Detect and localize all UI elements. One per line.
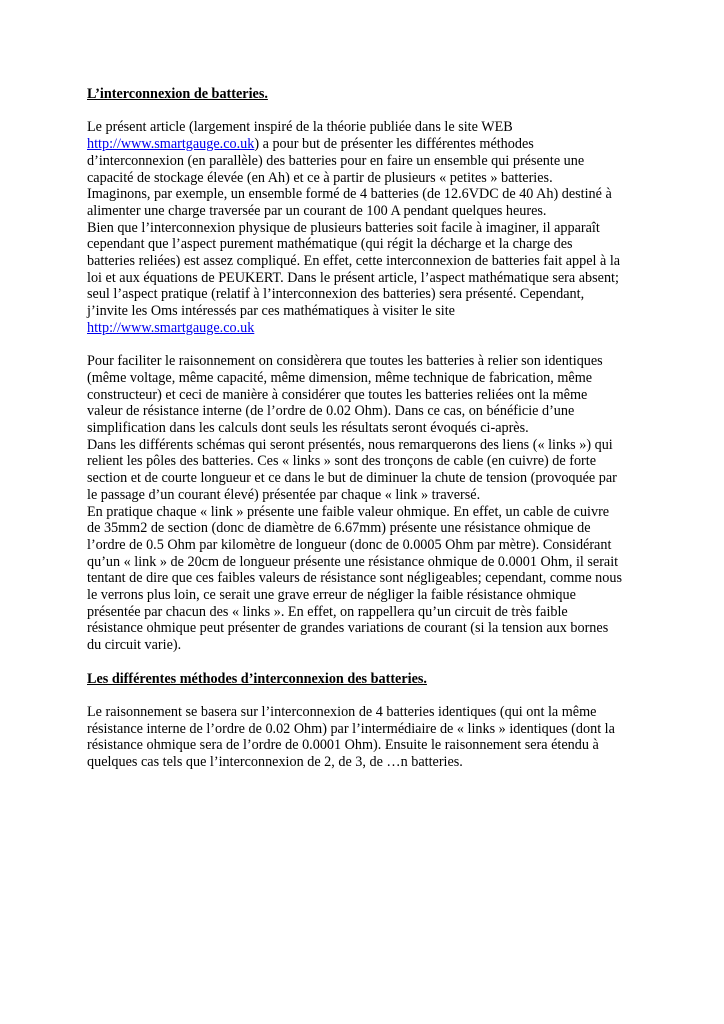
paragraph-methods (87, 704, 643, 771)
text-line: relient les pôles des batteries. Ces « links » sont des tronçons de cable (en cuivre) de forte (87, 453, 597, 470)
text-line: tentant de dire que ces faibles valeurs de résistance sont négligeables; cependant, comme nous (87, 570, 622, 587)
text-line: Le raisonnement se basera sur l’interconnexion de 4 batteries identiques (qui ont la même (87, 703, 597, 720)
smartgauge-link[interactable]: http://www.smartgauge.co.uk (87, 136, 255, 153)
text-line: Pour faciliter le raisonnement on considèrera que toutes les batteries à relier son identiques (87, 353, 603, 370)
text-line: quelques cas tels que l’interconnexion de 2, de 3, de …n batteries. (87, 754, 463, 771)
text-fragment: ) a pour but de présenter les différentes méthodes (254, 136, 534, 153)
text-line: résistance ohmique peut présenter de grandes variations de courant (si la tension aux bornes (87, 620, 609, 637)
blank-line (87, 654, 643, 671)
text-line: valeur de résistance interne (de l’ordre de 0.02 Ohm). Dans ce cas, on bénéficie d’une (87, 403, 575, 420)
blank-line (87, 337, 643, 354)
text-line: du circuit varie). (87, 637, 182, 654)
text-line: constructeur) et ceci de manière à considérer que toutes les batteries reliées ont la même (87, 386, 588, 403)
text-line: de 35mm2 de section (donc de diamètre de 6.67mm) présente une résistance ohmique de (87, 520, 591, 537)
text-line: l’ordre de 0.5 Ohm par kilomètre de longueur (donc de 0.0005 Ohm par mètre). Considérant (87, 536, 612, 553)
document-body (87, 86, 643, 771)
heading-interconnexion: L’interconnexion de batteries. (87, 86, 268, 102)
text-line: Bien que l’interconnexion physique de plusieurs batteries soit facile à imaginer, il apparaît (87, 219, 600, 236)
text-line: le verrons plus loin, ce serait une grave erreur de négliger la faible résistance ohmique (87, 587, 576, 604)
text-line: présentée par chacun des « links ». En effet, on rappellera qu’un circuit de très faible (87, 603, 568, 620)
blank-line (87, 103, 643, 120)
paragraph-reasoning (87, 353, 643, 654)
text-line (87, 320, 643, 337)
text-line: alimenter une charge traversée par un courant de 100 A pendant quelques heures. (87, 202, 547, 219)
text-line: qu’un « link » de 20cm de longueur présente une résistance ohmique de 0.0001 Ohm, il serait (87, 553, 619, 570)
text-line: loi et aux équations de PEUKERT. Dans le présent article, l’aspect mathématique sera absent; (87, 269, 619, 286)
text-line: résistance ohmique sera de l’ordre de 0.0001 Ohm). Ensuite le raisonnement sera étendu à (87, 737, 599, 754)
smartgauge-link[interactable]: http://www.smartgauge.co.uk (87, 319, 255, 336)
text-line: Dans les différents schémas qui seront présentés, nous remarquerons des liens (« links ») qui (87, 436, 613, 453)
text-line: simplification dans les calculs dont seuls les résultats seront évoqués ci-après. (87, 420, 529, 437)
heading-methods: Les différentes méthodes d’interconnexion des batteries. (87, 670, 427, 687)
text-line: résistance interne de l’ordre de 0.02 Ohm) par l’intermédiaire de « links » identiques (dont la (87, 720, 615, 737)
text-line: le passage d’un courant élevé) présentée par chaque « link » traversé. (87, 486, 481, 503)
text-line: batteries reliées) est assez compliqué. En effet, cette interconnexion de batteries fait appel à la (87, 253, 621, 270)
paragraph-introduction (87, 119, 643, 336)
text-line: section et de courte longueur et ce dans le but de diminuer la chute de tension (provoquée par (87, 470, 617, 487)
text-line: j’invite les Oms intéressés par ces mathématiques à visiter le site (87, 303, 455, 320)
text-line: seul l’aspect pratique (relatif à l’interconnexion des batteries) sera présenté. Cependant, (87, 286, 585, 303)
text-line: Le présent article (largement inspiré de la théorie publiée dans le site WEB (87, 119, 513, 136)
text-line: Imaginons, par exemple, un ensemble formé de 4 batteries (de 12.6VDC de 40 Ah) destiné à (87, 186, 612, 203)
text-line: En pratique chaque « link » présente une faible valeur ohmique. En effet, un cable de cuivre (87, 503, 610, 520)
text-line: (même voltage, même capacité, même dimension, même technique de fabrication, même (87, 369, 593, 386)
blank-line (87, 687, 643, 704)
text-line: capacité de stockage élevée (en Ah) et ce à partir de plusieurs « petites » batteries. (87, 169, 553, 186)
text-line: cependant que l’aspect purement mathématique (qui régit la décharge et la charge des (87, 236, 573, 253)
text-line (87, 136, 643, 153)
text-line: d’interconnexion (en parallèle) des batteries pour en faire un ensemble qui présente une (87, 152, 585, 169)
